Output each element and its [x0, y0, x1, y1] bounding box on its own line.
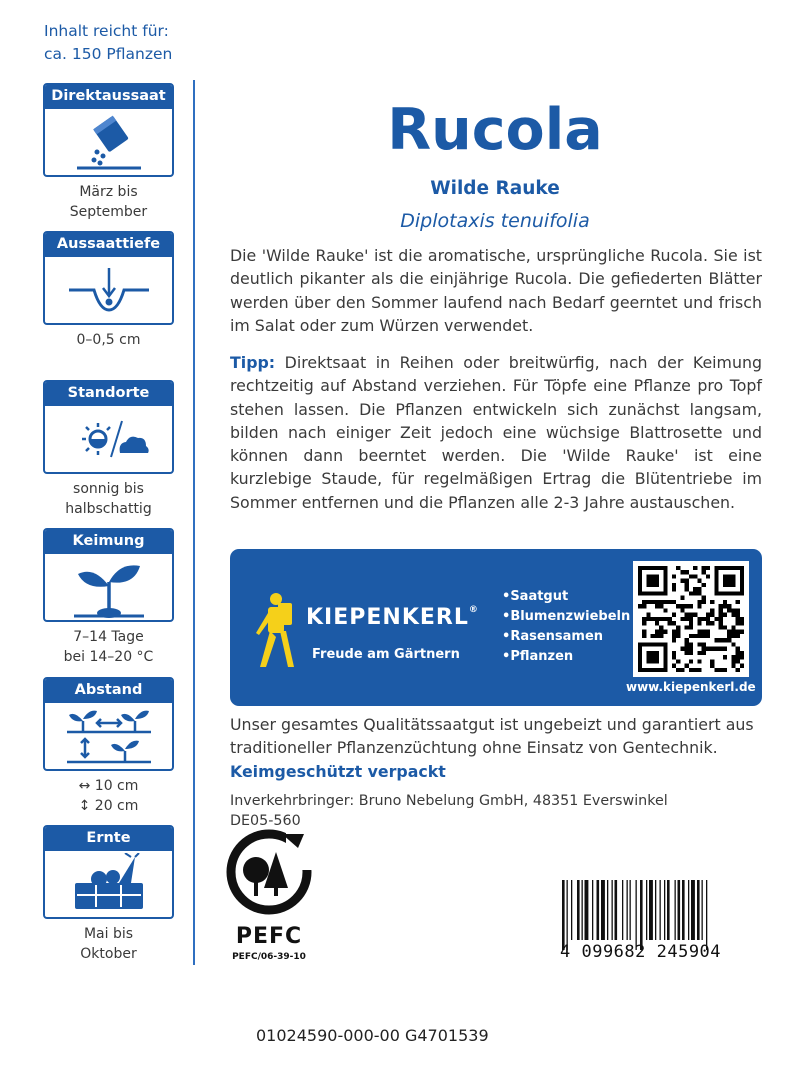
brand-banner [230, 549, 762, 706]
brand-logo [250, 587, 490, 677]
tile-sowing-depth [43, 231, 174, 351]
tile-caption-2: September [69, 203, 148, 220]
tile-title: Ernte [45, 827, 172, 851]
spacing-icon [61, 705, 157, 767]
tip-label: Tipp: [230, 353, 276, 372]
barcode [560, 880, 755, 950]
tile-card [43, 825, 174, 919]
seed-packet-icon [69, 112, 149, 172]
harvest-crate-icon [61, 853, 157, 915]
product-latin-name: Diplotaxis tenuifolia [400, 210, 590, 232]
tile-location [43, 380, 174, 519]
tile-title: Direktaussaat [45, 85, 172, 109]
tile-caption-1: Mai bis [83, 926, 134, 942]
list-item: • Rasensamen [502, 627, 630, 647]
quality-note: Unser gesamtes Qualitätssaatgut ist ungebeizt und garantiert aus traditioneller Pflanzenzüchtung ohne Einsatz von Gentechnik. [230, 715, 754, 757]
list-item: • Blumenzwiebeln [502, 607, 630, 627]
tile-direct-sowing [43, 83, 174, 222]
article-number: 01024590-000-00 G4701539 [256, 1026, 489, 1045]
tile-card [43, 231, 174, 325]
tile-caption-2: ↕ 20 cm [78, 797, 139, 814]
distributor-line-2: DE05-560 [230, 813, 301, 829]
tile-caption-1: März bis [79, 184, 138, 200]
pefc-code: PEFC/06-39-10 [232, 952, 306, 962]
pefc-tree-icon [226, 822, 312, 922]
packaging-note: Keimgeschützt verpackt [230, 762, 446, 781]
tile-title: Aussaattiefe [45, 233, 172, 257]
tile-caption-2: bei 14–20 °C [63, 648, 154, 665]
hiker-figure-icon [250, 587, 300, 673]
tip-paragraph [230, 351, 762, 514]
contents-info [44, 20, 204, 66]
registered-mark: ® [468, 605, 479, 615]
seedling-icon [64, 556, 154, 618]
tip-text: Direktsaat in Reihen oder breitwürfig, nach der Keimung rechtzeitig auf Abstand verziehen. Für Töpfe eine Pflanze pro Topf stehen lassen. Die Pflanzen entwickeln sich zunächst langsam, bilden nach einiger Zeit jedoch eine wüchsige Blattrosette und können dann beerntet werden. Die 'Wilde Rauke' ist eine kurzlebige Staude, für regelmäßigen Ertrag die Blütentriebe im Sommer entfernen und die Pflanzen alle 2-3 Jahre austauschen. [230, 353, 762, 512]
tile-title: Standorte [45, 382, 172, 406]
tile-card [43, 677, 174, 771]
tile-caption-2: Oktober [80, 945, 137, 962]
pefc-wordmark: PEFC [235, 924, 303, 949]
tile-card [43, 83, 174, 177]
tile-caption-1: 7–14 Tage [73, 629, 144, 645]
tile-caption-1: ↔ 10 cm [78, 778, 139, 794]
tile-caption-2: halbschattig [65, 500, 152, 517]
contents-line-2: ca. 150 Pflanzen [44, 45, 173, 63]
tile-harvest [43, 825, 174, 964]
brand-name: KIEPENKERL [306, 605, 469, 630]
distributor-line-1: Inverkehrbringer: Bruno Nebelung GmbH, 48351 Everswinkel [230, 793, 668, 809]
tile-title: Abstand [45, 679, 172, 703]
website-url[interactable]: www.kiepenkerl.de [626, 680, 756, 694]
tile-title: Keimung [45, 530, 172, 554]
brand-slogan: Freude am Gärtnern [312, 647, 460, 662]
product-range-list [502, 587, 630, 667]
qr-code-icon [638, 566, 744, 672]
sowing-depth-icon [64, 260, 154, 320]
product-variety: Wilde Rauke [430, 178, 560, 199]
list-item: • Saatgut [502, 587, 630, 607]
divider-line [193, 80, 195, 965]
tile-card [43, 380, 174, 474]
tile-caption-1: sonnig bis [73, 481, 144, 497]
tile-germination [43, 528, 174, 667]
sun-cloud-icon [64, 409, 154, 469]
barcode-number: 4 099682 245904 [560, 942, 722, 962]
product-description: Die 'Wilde Rauke' ist die aromatische, ursprüngliche Rucola. Sie ist deutlich pikanter als die einjährige Rucola. Die gefiederten Blätter werden über den Sommer laufend nach Bedarf geerntet und frisch im Salat oder zum Würzen verwendet. [230, 246, 762, 335]
qr-code[interactable] [633, 561, 749, 677]
product-name: Rucola [387, 97, 603, 163]
list-item: • Pflanzen [502, 647, 630, 667]
pefc-logo [226, 822, 312, 967]
tile-caption-1: 0–0,5 cm [76, 332, 141, 348]
contents-line-1: Inhalt reicht für: [44, 22, 169, 40]
tile-card [43, 528, 174, 622]
tile-spacing [43, 677, 174, 816]
